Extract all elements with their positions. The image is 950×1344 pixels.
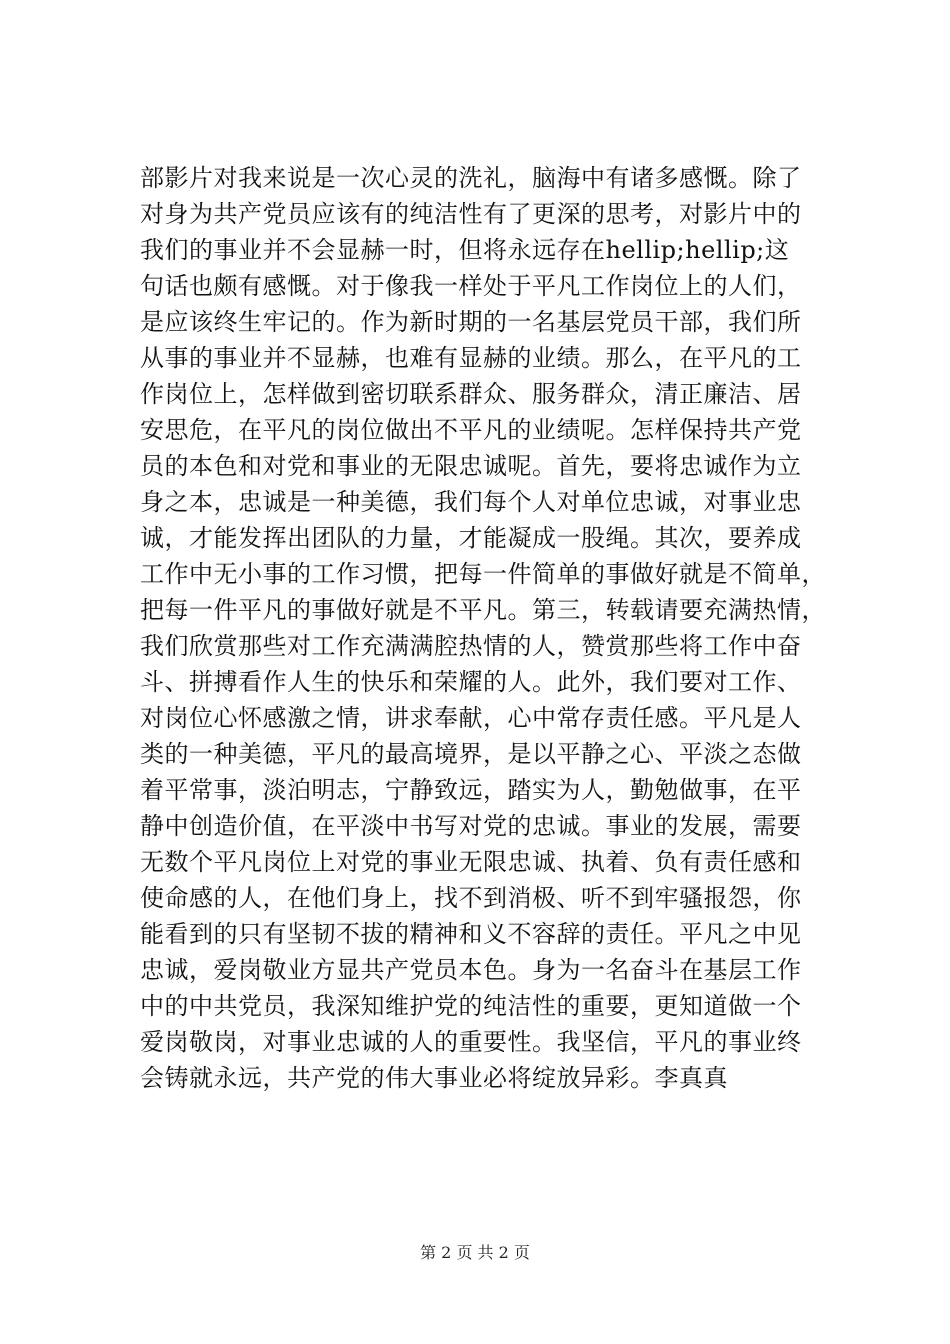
text-line: 安思危，在平凡的岗位做出不平凡的业绩呢。怎样保持共产党 — [140, 416, 802, 444]
text-line: 部影片对我来说是一次心灵的洗礼，脑海中有诸多感慨。除了 — [140, 164, 802, 192]
text-line: 对岗位心怀感激之情，讲求奉献，心中常存责任感。平凡是人 — [140, 704, 802, 732]
text-line: 把每一件平凡的事做好就是不平凡。第三，转载请要充满热情， — [140, 596, 826, 624]
text-line: 爱岗敬岗，对事业忠诚的人的重要性。我坚信，平凡的事业终 — [140, 1028, 802, 1056]
text-line: 着平常事，淡泊明志，宁静致远，踏实为人，勤勉做事，在平 — [140, 776, 802, 804]
text-line: 类的一种美德，平凡的最高境界，是以平静之心、平淡之态做 — [140, 740, 802, 768]
text-line: 员的本色和对党和事业的无限忠诚呢。首先，要将忠诚作为立 — [140, 452, 802, 480]
text-line: 我们的事业并不会显赫一时，但将永远存在hellip;hellip;这 — [140, 236, 790, 264]
text-line: 工作中无小事的工作习惯，把每一件简单的事做好就是不简单， — [140, 560, 826, 588]
text-line: 句话也颇有感慨。对于像我一样处于平凡工作岗位上的人们， — [140, 272, 802, 300]
text-line: 诚，才能发挥出团队的力量，才能凝成一股绳。其次，要养成 — [140, 524, 802, 552]
text-line: 身之本，忠诚是一种美德，我们每个人对单位忠诚，对事业忠 — [140, 488, 802, 516]
page-number-footer: 第 2 页 共 2 页 — [420, 1243, 530, 1262]
text-line: 无数个平凡岗位上对党的事业无限忠诚、执着、负有责任感和 — [140, 848, 802, 876]
text-line: 我们欣赏那些对工作充满满腔热情的人，赞赏那些将工作中奋 — [140, 632, 802, 660]
text-line: 会铸就永远，共产党的伟大事业必将绽放异彩。李真真 — [140, 1064, 728, 1092]
text-line: 是应该终生牢记的。作为新时期的一名基层党员干部，我们所 — [140, 308, 802, 336]
text-line: 对身为共产党员应该有的纯洁性有了更深的思考，对影片中的 — [140, 200, 802, 228]
text-line: 作岗位上，怎样做到密切联系群众、服务群众，清正廉洁、居 — [140, 380, 802, 408]
text-line: 忠诚，爱岗敬业方显共产党员本色。身为一名奋斗在基层工作 — [140, 956, 802, 984]
text-line: 静中创造价值，在平淡中书写对党的忠诚。事业的发展，需要 — [140, 812, 802, 840]
text-line: 斗、拼搏看作人生的快乐和荣耀的人。此外，我们要对工作、 — [140, 668, 802, 696]
text-line: 能看到的只有坚韧不拔的精神和义不容辞的责任。平凡之中见 — [140, 920, 802, 948]
text-line: 从事的事业并不显赫，也难有显赫的业绩。那么，在平凡的工 — [140, 344, 802, 372]
text-line: 使命感的人，在他们身上，找不到消极、听不到牢骚报怨，你 — [140, 884, 802, 912]
body-text — [140, 160, 826, 1096]
text-line: 中的中共党员，我深知维护党的纯洁性的重要，更知道做一个 — [140, 992, 802, 1020]
